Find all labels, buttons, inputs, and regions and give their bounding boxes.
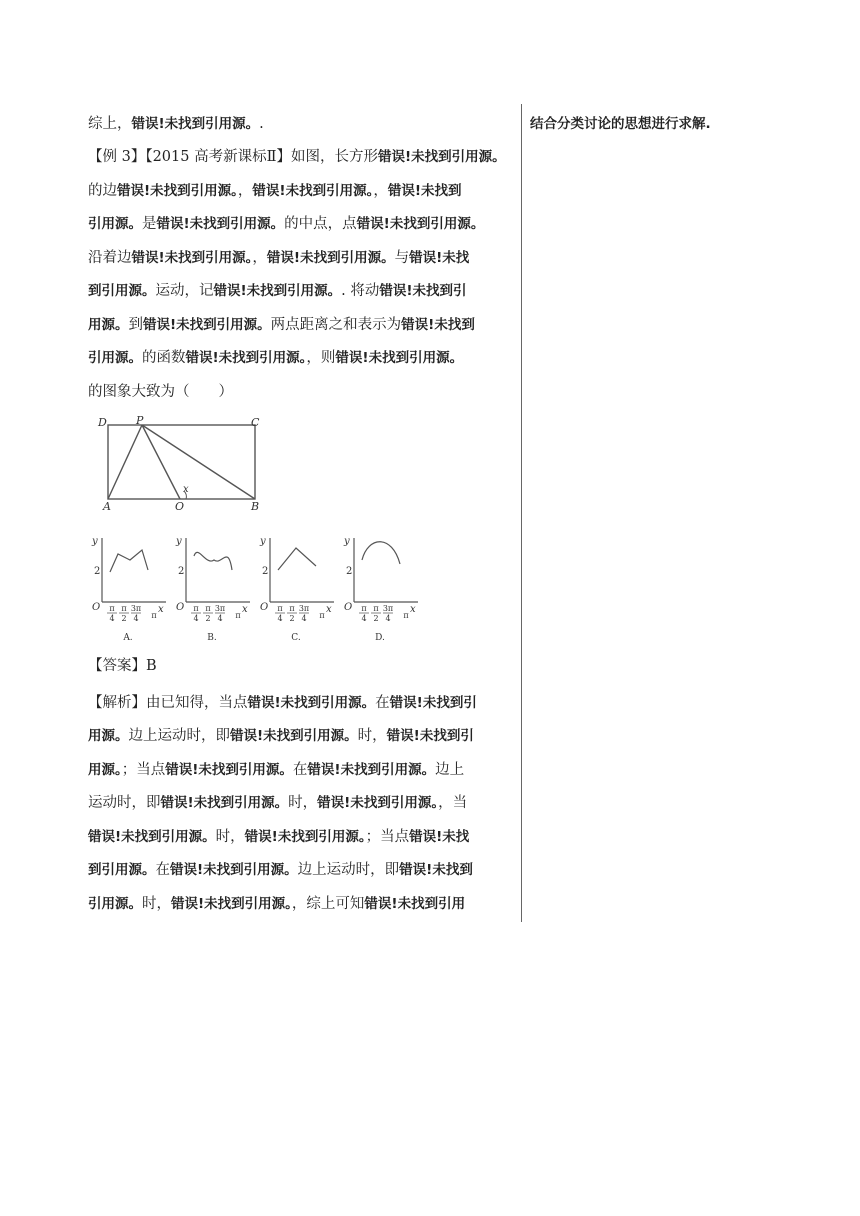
body-text: 【例 3】【2015 高考新课标Ⅱ】如图，长方形 [88, 149, 378, 165]
error-ref-text: 错误!未找到引用源。 [160, 795, 289, 811]
question-line [88, 315, 475, 335]
error-ref-text: 错误!未找到引用源。 [156, 216, 285, 232]
error-ref-text: 错误!未找到引用源。 [213, 283, 342, 299]
x-tick-denominator: 4 [301, 614, 307, 623]
x-tick-denominator: 2 [373, 614, 379, 623]
error-ref-text: 错误!未找到引用源。 [131, 250, 253, 266]
body-text: 的图象大致为（ ） [88, 384, 233, 400]
y-axis-label: y [176, 536, 182, 547]
error-ref-text: 引用源。 [88, 216, 142, 232]
question-line [88, 248, 469, 268]
error-ref-text: 错误!未找到引用 [364, 896, 466, 912]
right-note-line [530, 114, 711, 134]
x-tick-denominator: 4 [109, 614, 115, 623]
origin-label: O [344, 602, 353, 613]
body-text: ，当 [438, 795, 468, 811]
x-tick-denominator: 2 [121, 614, 127, 623]
y-axis-label: y [92, 536, 98, 547]
error-ref-text: 错误!未找到引用源。 [356, 216, 485, 232]
question-line [88, 348, 463, 368]
analysis-line [88, 760, 464, 780]
question-line [88, 147, 506, 167]
body-text: ；当点 [365, 829, 410, 845]
body-text: 运动，记 [155, 283, 214, 299]
x-tick-numerator: π [373, 604, 379, 613]
label-x: x [183, 484, 189, 495]
error-ref-text: 错误!未找到引用源。 [171, 896, 292, 912]
error-ref-text: 错误!未找到 [399, 862, 473, 878]
error-ref-text: 错误!未找到引 [379, 283, 467, 299]
error-ref-text: 错误!未找到引用源。 [335, 350, 464, 366]
error-ref-text: 错误!未找 [409, 829, 470, 845]
error-ref-text: 错误!未找到引用源。 [230, 728, 358, 744]
error-ref-text: 错误!未找到引用源。 [117, 183, 238, 199]
x-tick-numerator: π [121, 604, 127, 613]
error-ref-text: 错误!未找到引用源。 [266, 250, 395, 266]
x-tick-denominator: 2 [205, 614, 211, 623]
option-label: C. [291, 633, 301, 643]
x-tick-numerator: π [289, 604, 295, 613]
body-text: 是 [142, 216, 157, 232]
error-ref-text: 错误!未找到引用源。 [131, 116, 260, 132]
body-text: 综上， [88, 116, 132, 132]
graph-curve [110, 550, 148, 572]
error-ref-text: 错误!未找到引用源。 [170, 862, 298, 878]
x-tick-denominator: 4 [385, 614, 391, 623]
x-tick-numerator: 3π [214, 604, 226, 613]
graph-option-c [259, 536, 334, 643]
body-text: 时， [288, 795, 318, 811]
body-text: . 将动 [341, 283, 380, 299]
x-tick-numerator: π [193, 604, 199, 613]
error-ref-text: 错误!未找到引 [386, 728, 474, 744]
body-text: 边上 [435, 762, 465, 778]
body-text: 在 [375, 695, 390, 711]
body-text: 沿着边 [88, 250, 132, 266]
analysis-line [88, 693, 477, 713]
y-axis-label: y [344, 536, 350, 547]
error-ref-text: 到引用源。 [88, 862, 156, 878]
body-text: 两点距离之和表示为 [270, 317, 402, 333]
option-label: B. [207, 633, 217, 643]
x-axis-label: x [158, 604, 164, 615]
body-text: 的边 [88, 183, 117, 199]
error-ref-text: 错误!未找到 [401, 317, 475, 333]
error-ref-text: 错误!未找到引用源。 [252, 183, 374, 199]
x-tick-denominator: 2 [289, 614, 295, 623]
error-ref-text: 错误!未找到引用源。 [143, 317, 271, 333]
body-text: ， [237, 183, 253, 199]
question-line [88, 181, 462, 201]
question-line [88, 281, 467, 301]
body-text: 运动时，即 [88, 795, 161, 811]
body-text: 到 [128, 317, 143, 333]
error-ref-text: 用源。 [88, 762, 122, 778]
body-text: . [259, 116, 264, 132]
x-tick-label: π [235, 611, 241, 620]
error-ref-text: 错误!未找到引用源。 [377, 149, 506, 165]
error-ref-text: 错误!未找到引用源。 [244, 829, 366, 845]
error-ref-text: 错误!未找到引用源。 [247, 695, 376, 711]
rectangle-figure [96, 413, 272, 513]
question-line [88, 382, 233, 402]
question-line [88, 114, 264, 134]
body-text: 【解析】由已知得，当点 [88, 695, 248, 711]
x-tick-denominator: 4 [133, 614, 139, 623]
error-ref-text: 引用源。 [88, 350, 142, 366]
graph-option-a [91, 536, 166, 643]
graph-curve [278, 548, 316, 570]
x-tick-numerator: π [109, 604, 115, 613]
answer-line [88, 656, 157, 676]
body-text: 在 [155, 862, 170, 878]
option-graphs [90, 530, 430, 645]
graph-option-d [343, 536, 418, 643]
error-ref-text: 错误!未找 [409, 250, 470, 266]
x-tick-numerator: 3π [130, 604, 142, 613]
error-ref-text: 到引用源。 [88, 283, 156, 299]
x-tick-label: π [403, 611, 409, 620]
body-text: 在 [292, 762, 308, 778]
error-ref-text: 用源。 [88, 728, 129, 744]
x-tick-denominator: 4 [193, 614, 199, 623]
body-text: 的函数 [142, 350, 186, 366]
body-text: 与 [394, 250, 410, 266]
error-ref-text: 引用源。 [88, 896, 142, 912]
option-label: D. [375, 633, 385, 643]
x-tick-numerator: 3π [382, 604, 394, 613]
label-C: C [251, 416, 260, 429]
body-text: 时， [215, 829, 245, 845]
analysis-line [88, 827, 469, 847]
question-line [88, 214, 484, 234]
error-ref-text: 错误!未找到引用源。 [307, 762, 436, 778]
error-ref-text: 错误!未找到引用源。 [88, 829, 216, 845]
error-ref-text: 用源。 [88, 317, 129, 333]
y-tick-label: 2 [94, 566, 101, 577]
body-text: ，则 [306, 350, 336, 366]
label-A: A [103, 500, 111, 513]
body-text: 边上运动时，即 [297, 862, 400, 878]
graph-option-b [175, 536, 250, 643]
origin-label: O [92, 602, 101, 613]
label-B: B [251, 500, 260, 513]
y-tick-label: 2 [346, 566, 353, 577]
error-ref-text: 错误!未找到引用源。 [185, 350, 307, 366]
x-tick-denominator: 4 [277, 614, 283, 623]
x-tick-numerator: π [277, 604, 283, 613]
error-ref-text: 结合分类讨论的思想进行求解. [530, 116, 711, 132]
x-tick-numerator: π [205, 604, 211, 613]
body-text: 时， [357, 728, 387, 744]
origin-label: O [260, 602, 269, 613]
x-tick-label: π [151, 611, 157, 620]
analysis-line [88, 894, 465, 914]
body-text: 边上运动时，即 [128, 728, 230, 744]
error-ref-text: 错误!未找到引用源。 [317, 795, 439, 811]
analysis-line [88, 860, 473, 880]
error-ref-text: 错误!未找到引用源。 [165, 762, 293, 778]
x-tick-label: π [319, 611, 325, 620]
x-tick-denominator: 4 [217, 614, 223, 623]
x-tick-denominator: 4 [361, 614, 367, 623]
body-text: ；当点 [121, 762, 166, 778]
x-axis-label: x [410, 604, 416, 615]
y-axis-label: y [260, 536, 266, 547]
body-text: 时， [142, 896, 171, 912]
error-ref-text: 错误!未找到引 [389, 695, 477, 711]
body-text: 【答案】B [88, 658, 157, 674]
y-tick-label: 2 [178, 566, 185, 577]
x-axis-label: x [242, 604, 248, 615]
analysis-line [88, 726, 474, 746]
label-D: D [98, 416, 107, 429]
x-axis-label: x [326, 604, 332, 615]
column-divider [521, 104, 522, 922]
x-tick-numerator: π [361, 604, 367, 613]
graph-curve [194, 552, 232, 570]
analysis-line [88, 793, 467, 813]
label-P: P [136, 414, 144, 427]
error-ref-text: 错误!未找到 [387, 183, 462, 199]
body-text: ， [252, 250, 267, 266]
graph-curve [362, 542, 400, 564]
label-O: O [175, 500, 185, 513]
x-tick-numerator: 3π [298, 604, 310, 613]
body-text: ， [373, 183, 388, 199]
body-text: ，综上可知 [291, 896, 365, 912]
option-label: A. [123, 633, 133, 643]
body-text: 的中点，点 [284, 216, 357, 232]
y-tick-label: 2 [262, 566, 269, 577]
origin-label: O [176, 602, 185, 613]
